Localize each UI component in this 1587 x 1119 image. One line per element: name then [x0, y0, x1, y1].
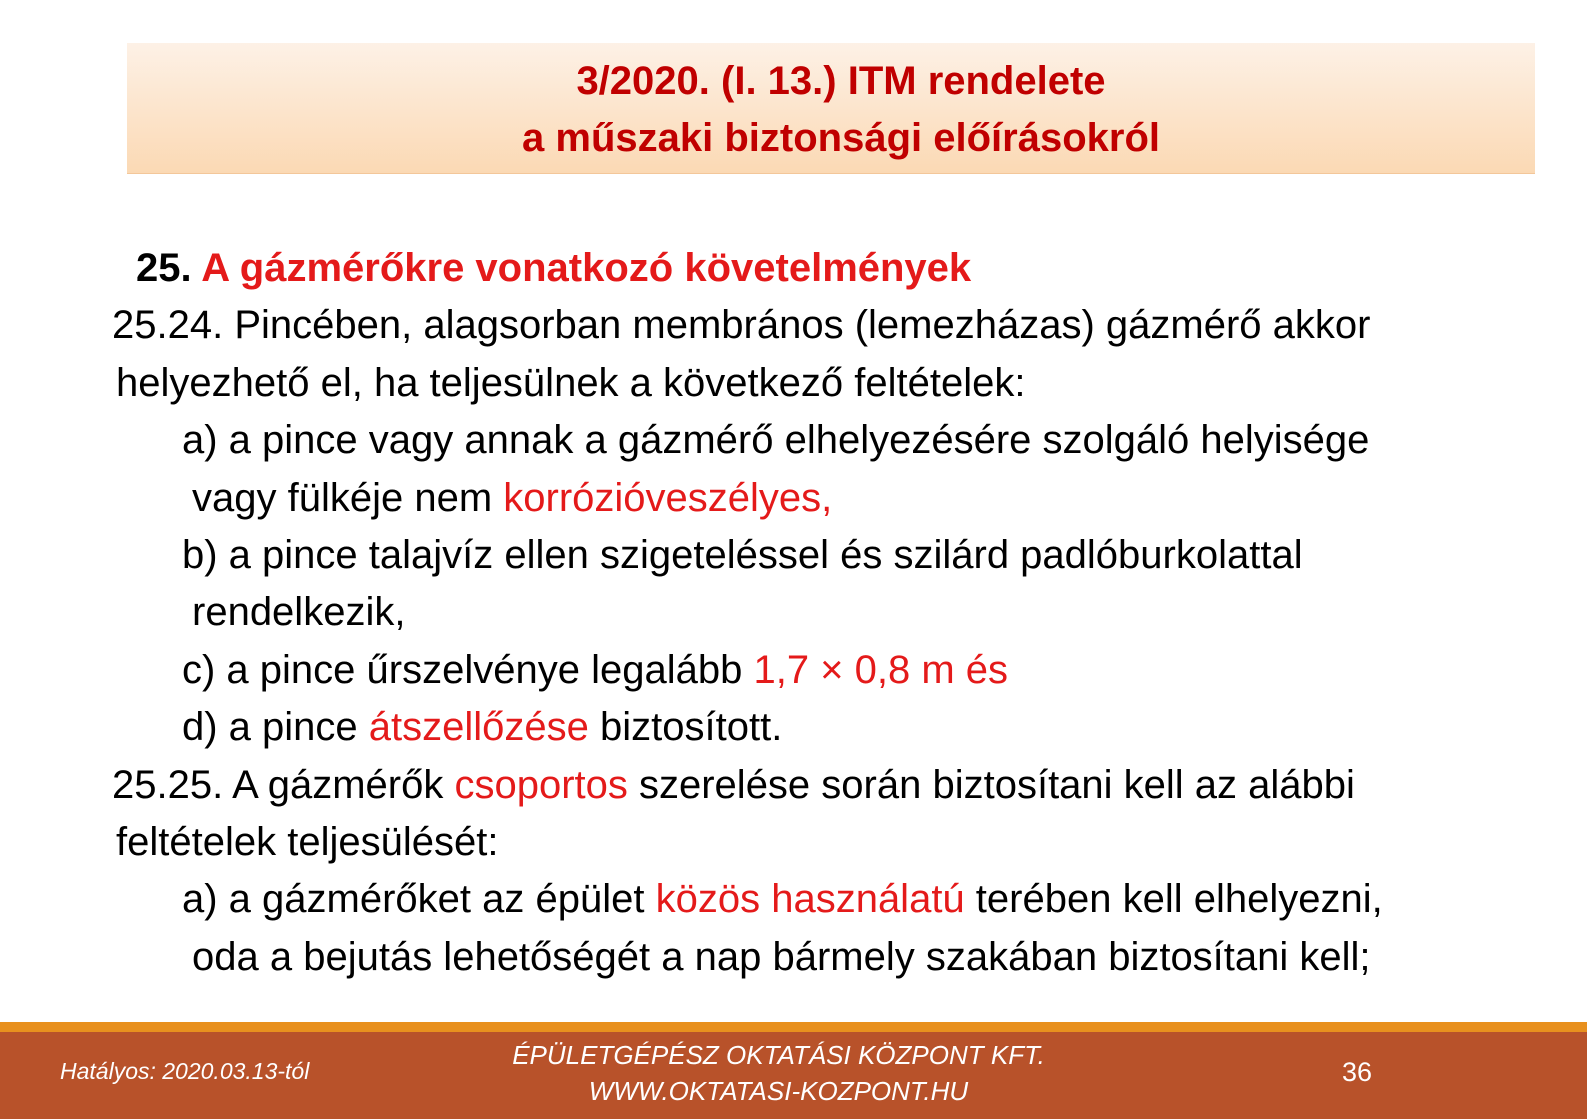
slide-title-box: [127, 43, 1535, 174]
list-item-a-cont-text: vagy fülkéje nem: [192, 475, 504, 520]
highlight-korrozio: korrózióveszélyes,: [503, 475, 833, 520]
paragraph-2525-text-end: szerelése során biztosítani kell az alábbi: [627, 762, 1355, 807]
slide-title-line-2: a műszaki biztonsági előírásokról: [522, 116, 1160, 160]
paragraph-2525-line-2: feltételek teljesülését:: [116, 819, 499, 864]
highlight-csoportos: csoportos: [454, 762, 628, 807]
section-heading: [112, 240, 1552, 297]
footer-company-name: ÉPÜLETGÉPÉSZ OKTATÁSI KÖZPONT KFT.: [512, 1040, 1045, 1070]
slide-footer: [0, 1032, 1587, 1119]
list-item-2525-a: [112, 871, 1552, 928]
highlight-kozos-hasznalatu: közös használatú: [655, 877, 965, 922]
list-item-a: a) a pince vagy annak a gázmérő elhelyezésére szolgáló helyisége: [182, 418, 1370, 463]
list-item-c: [112, 642, 1552, 699]
highlight-atszellozes: átszellőzése: [368, 705, 589, 750]
list-item-c-text: c) a pince űrszelvénye legalább: [182, 647, 754, 692]
list-item-d: [112, 699, 1552, 756]
list-item-a-cont: [112, 470, 1552, 527]
list-item-2525-a-cont: oda a bejutás lehetőségét a nap bármely szakában biztosítani kell;: [192, 934, 1371, 979]
list-item-b: b) a pince talajvíz ellen szigeteléssel és szilárd padlóburkolattal: [182, 532, 1303, 577]
paragraph-2524-line-2: helyezhető el, ha teljesülnek a következő feltételek:: [116, 360, 1026, 405]
list-item-2525-a-text-end: terében kell elhelyezni,: [964, 877, 1383, 922]
paragraph-2525-text: 25.25. A gázmérők: [112, 762, 455, 807]
footer-stripe: [0, 1022, 1587, 1032]
list-item-d-text-end: biztosított.: [588, 705, 783, 750]
section-number: 25.: [136, 246, 192, 290]
paragraph-2524-line-1: 25.24. Pincében, alagsorban membrános (lemezházas) gázmérő akkor: [112, 303, 1371, 348]
footer-website: WWW.OKTATASI-KOZPONT.HU: [588, 1076, 969, 1106]
footer-effective-date: Hatályos: 2020.03.13-tól: [60, 1058, 310, 1084]
slide-content: [112, 240, 1552, 986]
page-number: 36: [1342, 1057, 1373, 1087]
highlight-dimensions: 1,7 × 0,8 m és: [753, 647, 1009, 692]
paragraph-2525-line-1: [112, 757, 1552, 814]
list-item-b-cont: rendelkezik,: [192, 590, 406, 635]
list-item-d-text: d) a pince: [182, 705, 369, 750]
section-heading-text: A gázmérőkre vonatkozó követelmények: [201, 246, 972, 290]
list-item-2525-a-text: a) a gázmérőket az épület: [182, 877, 656, 922]
slide-title-line-1: 3/2020. (I. 13.) ITM rendelete: [576, 59, 1106, 103]
